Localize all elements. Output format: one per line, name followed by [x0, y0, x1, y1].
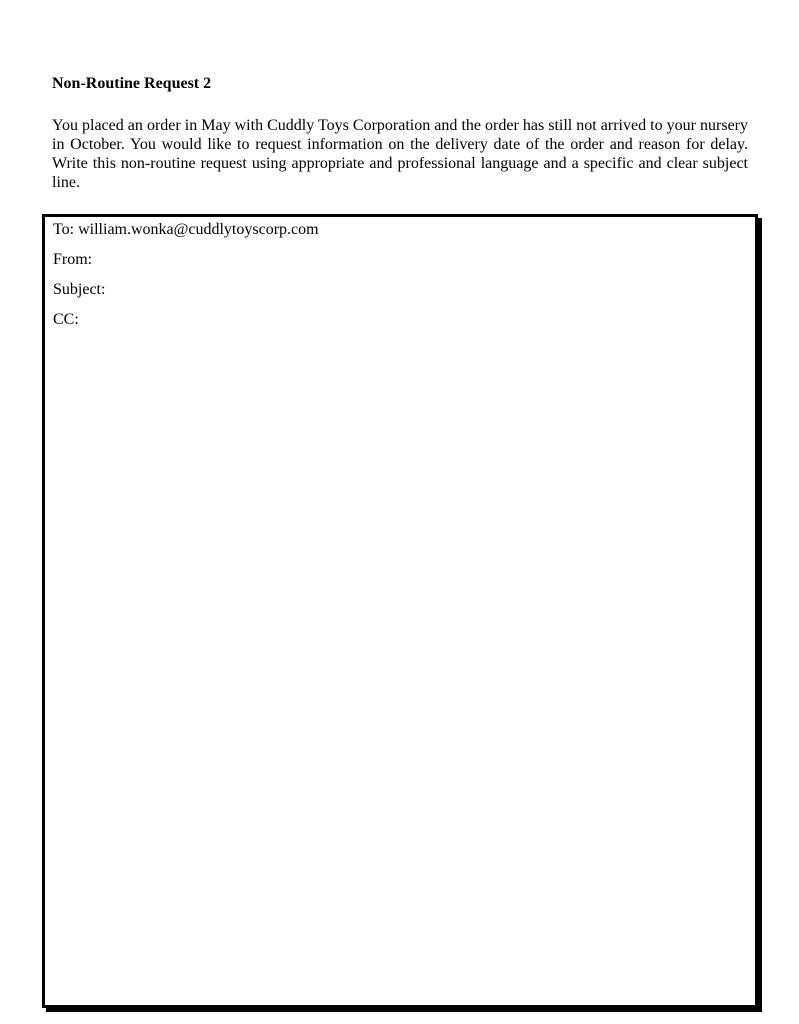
to-address: william.wonka@cuddlytoyscorp.com [78, 221, 319, 238]
email-from-line[interactable] [53, 250, 92, 270]
subject-label: Subject: [53, 281, 106, 298]
email-subject-line[interactable] [53, 280, 105, 300]
email-response-box[interactable] [42, 214, 758, 1008]
request-instructions: You placed an order in May with Cuddly Toys Corporation and the order has still not arrived to your nursery in October. You would like to request information on the delivery date of the order and reason for delay. Write this non-routine request using appropriate and professional language and a specific and clear subject line. [52, 117, 748, 191]
from-label: From: [53, 251, 93, 268]
email-to-line [53, 220, 319, 240]
to-label: To: [53, 221, 75, 238]
email-cc-line[interactable] [53, 310, 79, 330]
cc-label: CC: [53, 311, 79, 328]
page-title: Non-Routine Request 2 [52, 75, 212, 92]
